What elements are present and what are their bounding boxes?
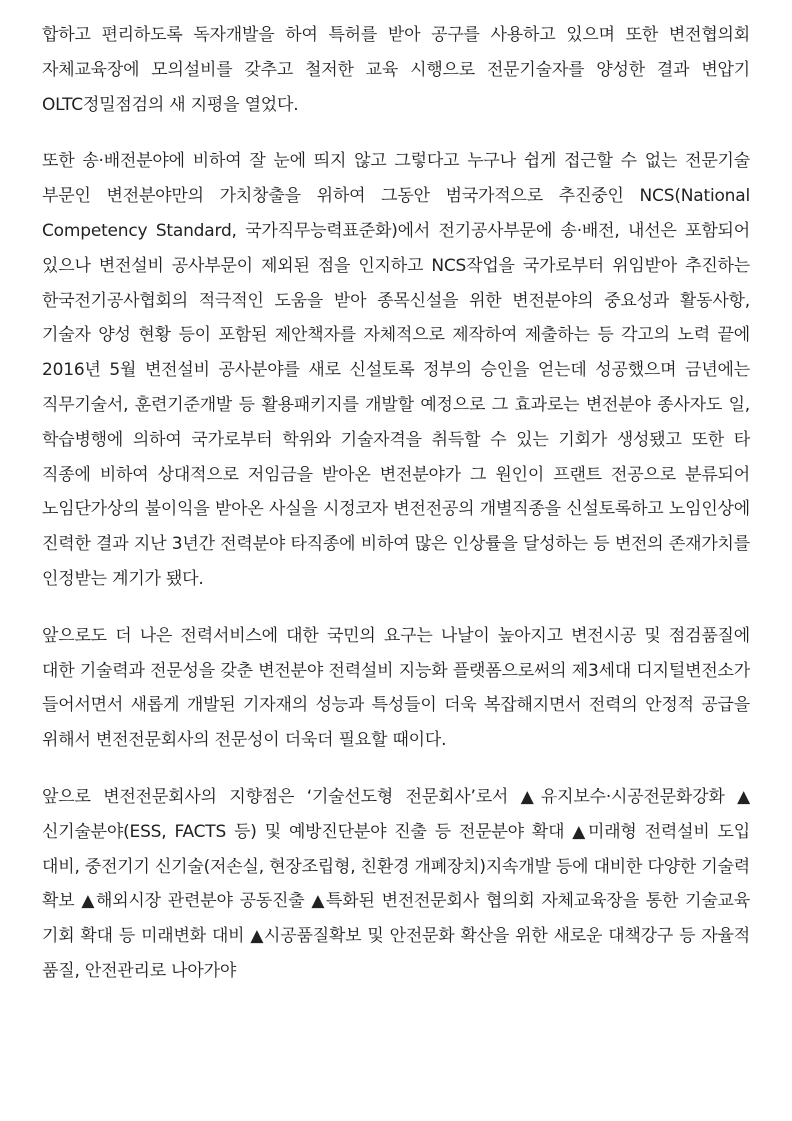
document-body (42, 18, 750, 989)
paragraph-future-direction: 앞으로 변전전문회사의 지향점은 ‘기술선도형 전문회사’로서 ▲유지보수·시공전문화강화 ▲신기술분야(ESS, FACTS 등) 및 예방진단분야 진출 등 전문분야 확대 ▲미래형 전력설비 도입 대비, 중전기기 신기술(저손실, 현장조립형, 친환경 개폐장치)지속개발 등에 대비한 다양한 기술력 확보 ▲해외시장 관련분야 공동진출 ▲특화된 변전전문회사 협의회 자체교육장을 통한 기술교육 기회 확대 등 미래변화 대비 ▲시공품질확보 및 안전문화 확산을 위한 새로운 대책강구 등 자율적 품질, 안전관리로 나아가야 (42, 786, 750, 981)
paragraph-digital-substation: 앞으로도 더 나은 전력서비스에 대한 국민의 요구는 나날이 높아지고 변전시공 및 점검품질에 대한 기술력과 전문성을 갖춘 변전분야 전력설비 지능화 플랫폼으로써의 제3세대 디지털변전소가 들어서면서 새롭게 개발된 기자재의 성능과 특성들이 더욱 복잡해지면서 전력의 안정적 공급을 위해서 변전전문회사의 전문성이 더욱더 필요할 때이다. (42, 625, 750, 751)
paragraph-oltc-inspection: 합하고 편리하도록 독자개발을 하여 특허를 받아 공구를 사용하고 있으며 또한 변전협의회 자체교육장에 모의설비를 갖추고 철저한 교육 시행으로 전문기술자를 양성한 결과 변압기 OLTC정밀점검의 새 지평을 열었다. (42, 25, 750, 115)
paragraph-ncs-standard: 또한 송·배전분야에 비하여 잘 눈에 띄지 않고 그렇다고 누구나 쉽게 접근할 수 없는 전문기술 부문인 변전분야만의 가치창출을 위하여 그동안 범국가적으로 추진중인 NCS(National Competency Standard, 국가직무능력표준화)에서 전기공사부문에 송·배전, 내선은 포함되어 있으나 변전설비 공사부문이 제외된 점을 인지하고 NCS작업을 국가로부터 위임받아 추진하는 한국전기공사협회의 적극적인 도움을 받아 종목신설을 위한 변전분야의 중요성과 활동사항, 기술자 양성 현황 등이 포함된 제안책자를 자체적으로 제작하여 제출하는 등 각고의 노력 끝에 2016년 5월 변전설비 공사분야를 새로 신설토록 정부의 승인을 얻는데 성공했으며 금년에는 직무기술서, 훈련기준개발 등 활용패키지를 개발할 예정으로 그 효과로는 변전분야 종사자도 일, 학습병행에 의하여 국가로부터 학위와 기술자격을 취득할 수 있는 기회가 생성됐고 또한 타 직종에 비하여 상대적으로 저임금을 받아온 변전분야가 그 원인이 프랜트 전공으로 분류되어 노임단가상의 불이익을 받아온 사실을 시정코자 변전전공의 개별직종을 신설토록하고 노임인상에 진력한 결과 지난 3년간 전력분야 타직종에 비하여 많은 인상률을 달성하는 등 변전의 존재가치를 인정받는 계기가 됐다. (42, 151, 750, 589)
